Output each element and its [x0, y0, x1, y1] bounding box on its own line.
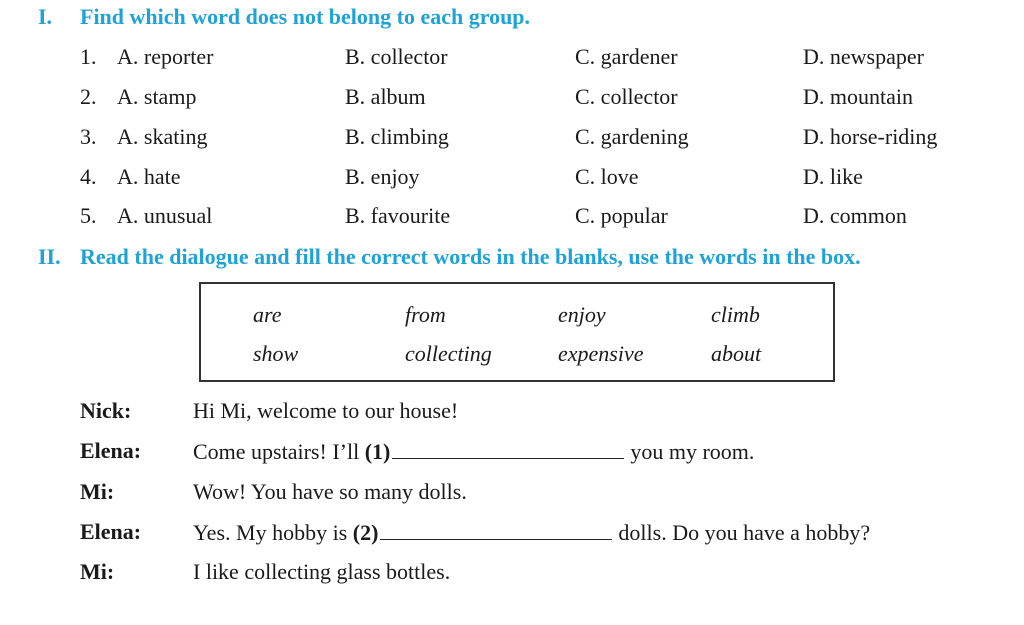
- option-a: A. hate: [117, 164, 181, 189]
- dialogue-text: I like collecting glass bottles.: [193, 559, 451, 584]
- question-number: 5.: [80, 203, 97, 228]
- option-c: C. gardening: [575, 124, 689, 149]
- dialogue-text: [193, 438, 754, 465]
- speaker: Mi:: [80, 559, 115, 584]
- option-d: D. mountain: [803, 84, 913, 109]
- option-c: C. popular: [575, 203, 668, 228]
- dialogue-line: [0, 398, 1024, 430]
- dialogue-pre: Come upstairs! I’ll: [193, 439, 365, 464]
- question-number: 4.: [80, 164, 97, 189]
- option-d: D. like: [803, 164, 863, 189]
- option-b: B. album: [345, 84, 426, 109]
- option-a: A. stamp: [117, 84, 197, 109]
- option-c: C. gardener: [575, 44, 678, 69]
- dialogue-pre: Yes. My hobby is: [193, 520, 353, 545]
- dialogue-post: you my room.: [630, 439, 755, 464]
- question-row: [0, 124, 1024, 154]
- question-row: [0, 44, 1024, 74]
- speaker: Nick:: [80, 398, 132, 423]
- option-b: B. enjoy: [345, 164, 420, 189]
- option-b: B. climbing: [345, 124, 449, 149]
- question-number: 1.: [80, 44, 97, 69]
- option-b: B. collector: [345, 44, 448, 69]
- answer-blank-1[interactable]: [392, 438, 624, 459]
- dialogue-text: [193, 519, 870, 546]
- dialogue-post: dolls. Do you have a hobby?: [618, 520, 871, 545]
- word-box: [199, 282, 835, 382]
- option-d: D. newspaper: [803, 44, 924, 69]
- option-d: D. common: [803, 203, 907, 228]
- word-item: about: [711, 341, 762, 366]
- option-c: C. collector: [575, 84, 678, 109]
- word-item: from: [405, 302, 446, 327]
- answer-blank-2[interactable]: [380, 519, 612, 540]
- dialogue-line: [0, 438, 1024, 470]
- question-row: [0, 164, 1024, 194]
- word-item: climb: [711, 302, 760, 327]
- section-1-heading: [38, 4, 530, 30]
- question-row: [0, 84, 1024, 114]
- section-1-title: Find which word does not belong to each group.: [80, 4, 531, 29]
- section-1-number: I.: [38, 4, 53, 29]
- dialogue-line: [0, 479, 1024, 511]
- option-a: A. skating: [117, 124, 208, 149]
- word-item: collecting: [405, 341, 492, 366]
- word-item: show: [253, 341, 299, 366]
- question-number: 3.: [80, 124, 97, 149]
- speaker: Elena:: [80, 438, 142, 463]
- word-item: are: [253, 302, 282, 327]
- option-b: B. favourite: [345, 203, 451, 228]
- option-c: C. love: [575, 164, 639, 189]
- option-d: D. horse-riding: [803, 124, 938, 149]
- dialogue-text: Wow! You have so many dolls.: [193, 479, 467, 504]
- section-2-title: Read the dialogue and fill the correct words in the blanks, use the words in the box.: [80, 244, 861, 269]
- dialogue-line: [0, 519, 1024, 551]
- blank-number: (1): [364, 439, 391, 464]
- word-item: expensive: [558, 341, 644, 366]
- question-row: [0, 203, 1024, 233]
- blank-number: (2): [352, 520, 379, 545]
- speaker: Elena:: [80, 519, 142, 544]
- section-2-heading: [38, 244, 861, 270]
- section-2-number: II.: [38, 244, 61, 269]
- speaker: Mi:: [80, 479, 115, 504]
- dialogue-text: Hi Mi, welcome to our house!: [193, 398, 459, 423]
- dialogue-line: [0, 559, 1024, 591]
- option-a: A. unusual: [117, 203, 213, 228]
- question-number: 2.: [80, 84, 97, 109]
- option-a: A. reporter: [117, 44, 214, 69]
- word-item: enjoy: [558, 302, 606, 327]
